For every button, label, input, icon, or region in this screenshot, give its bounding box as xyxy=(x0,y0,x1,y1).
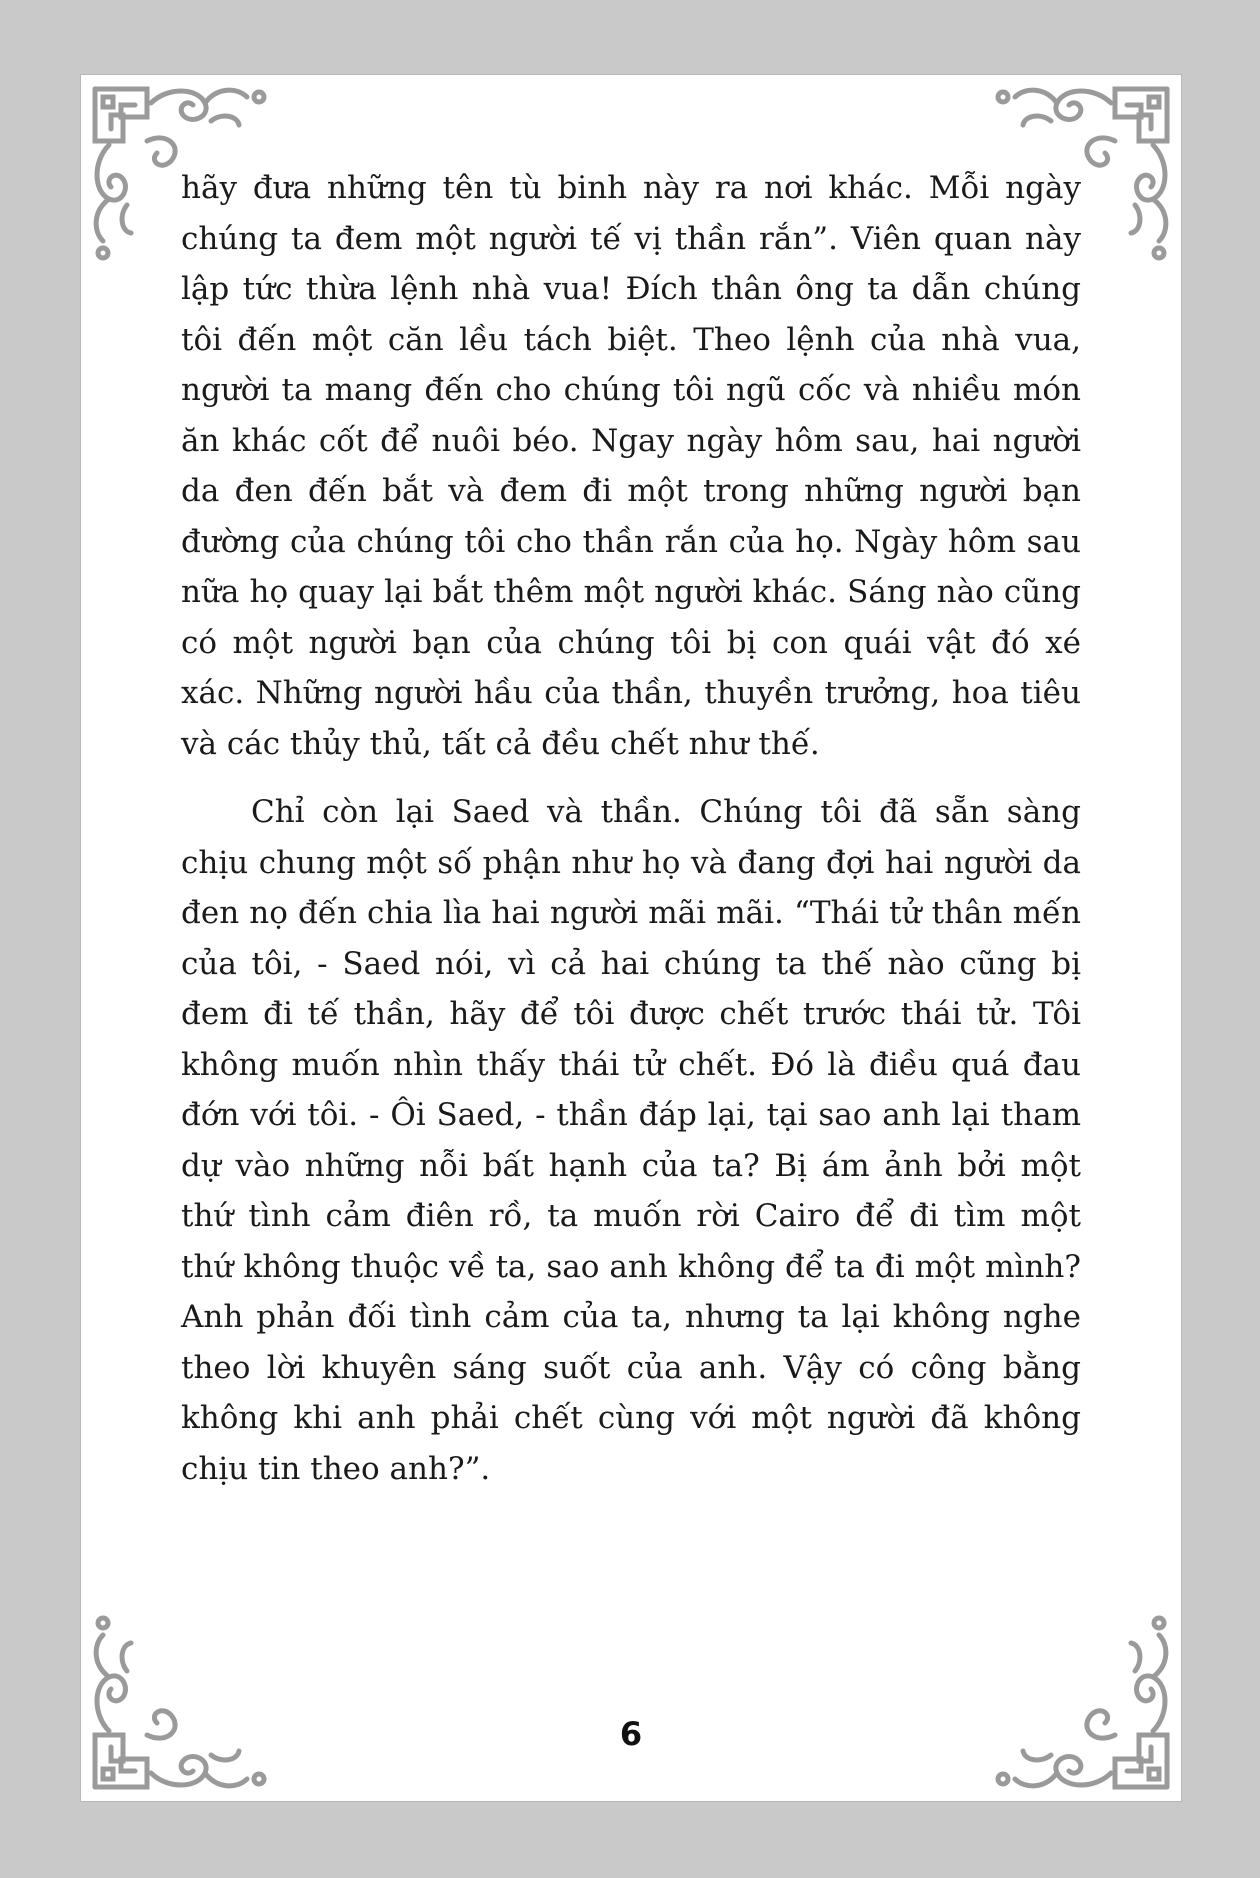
page-number: 6 xyxy=(619,1715,643,1753)
paragraph: hãy đưa những tên tù binh này ra nơi khác. Mỗi ngày chúng ta đem một người tế vị thần rắn”. Viên quan này lập tức thừa lệnh nhà vua! Đích thân ông ta dẫn chúng tôi đến một căn lều tách biệt. Theo lệnh của nhà vua, người ta mang đến cho chúng tôi ngũ cốc và nhiều món ăn khác cốt để nuôi béo. Ngay ngày hôm sau, hai người da đen đến bắt và đem đi một trong những người bạn đường của chúng tôi cho thần rắn của họ. Ngày hôm sau nữa họ quay lại bắt thêm một người khác. Sáng nào cũng có một người bạn của chúng tôi bị con quái vật đó xé xác. Những người hầu của thần, thuyền trưởng, hoa tiêu và các thủy thủ, tất cả đều chết như thế. xyxy=(181,170,1081,762)
paragraph: Chỉ còn lại Saed và thần. Chúng tôi đã sẵn sàng chịu chung một số phận như họ và đang đợi hai người da đen nọ đến chia lìa hai người mãi mãi. “Thái tử thân mến của tôi, - Saed nói, vì cả hai chúng ta thế nào cũng bị đem đi tế thần, hãy để tôi được chết trước thái tử. Tôi không muốn nhìn thấy thái tử chết. Đó là điều quá đau đớn với tôi. - Ôi Saed, - thần đáp lại, tại sao anh lại tham dự vào những nỗi bất hạnh của ta? Bị ám ảnh bởi một thứ tình cảm điên rồ, ta muốn rời Cairo để đi tìm một thứ không thuộc về ta, sao anh không để ta đi một mình? Anh phản đối tình cảm của ta, nhưng ta lại không nghe theo lời khuyên sáng suốt của anh. Vậy có công bằng không khi anh phải chết cùng với một người đã không chịu tin theo anh?”. xyxy=(181,794,1081,1487)
corner-ornament-icon xyxy=(87,1595,287,1795)
book-page xyxy=(80,74,1182,1802)
corner-ornament-icon xyxy=(975,1595,1175,1795)
body-text xyxy=(181,163,1081,1494)
